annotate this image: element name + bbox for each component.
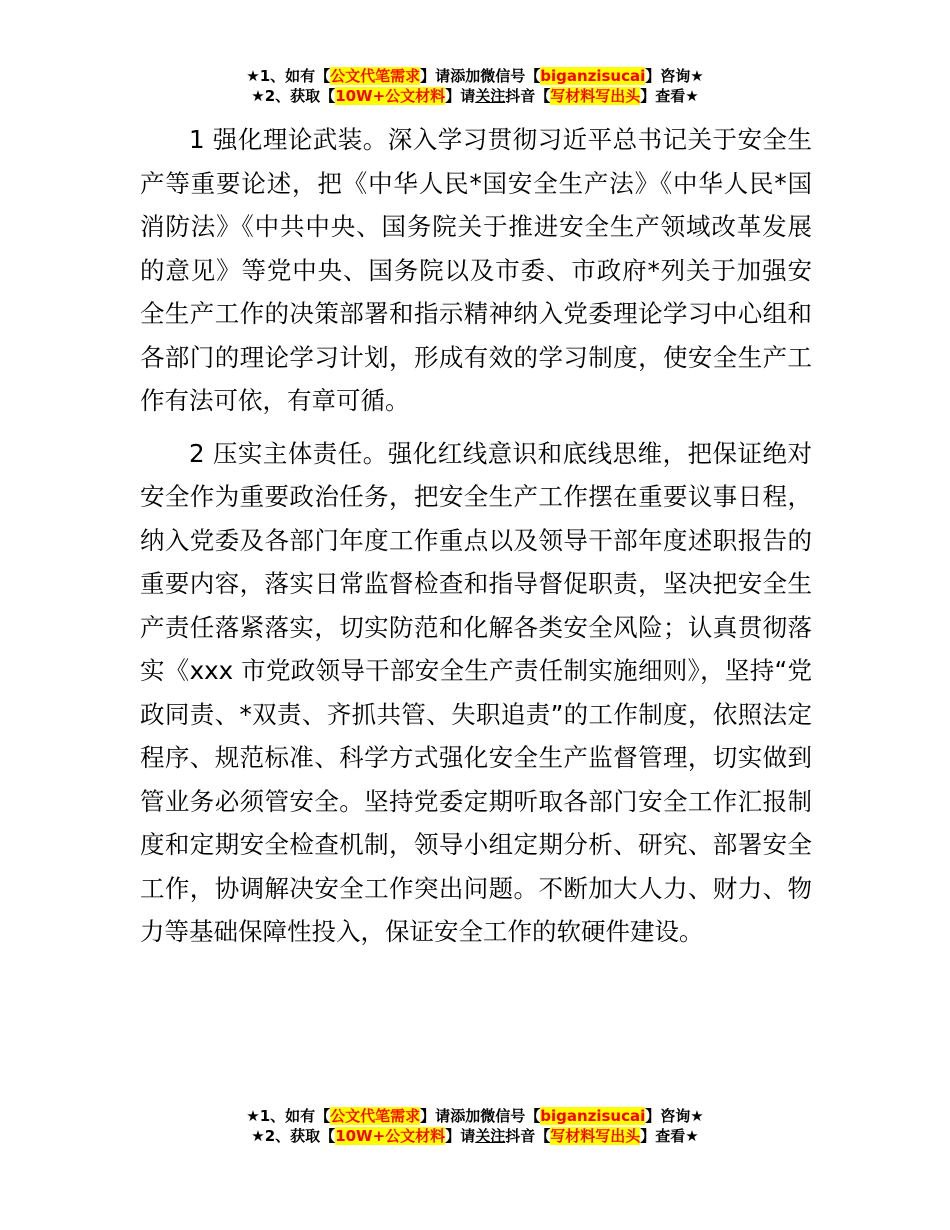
footer-banner xyxy=(0,1106,950,1146)
highlight-douyin-account: 写材料写出头 xyxy=(550,87,641,105)
highlight-service: 公文代笔需求 xyxy=(330,67,421,85)
highlight-wechat-id: biganzisucai xyxy=(540,1107,646,1125)
paragraph-1: 1 强化理论武装。深入学习贯彻习近平总书记关于安全生产等重要论述，把《中华人民*国安全生产法》《中华人民*国消防法》《中共中央、国务院关于推进安全生产领域改革发展的意见》等党中央、国务院以及市委、市政府*列关于加强安全生产工作的决策部署和指示精神纳入党委理论学习中心组和各部门的理论学习计划，形成有效的学习制度，使安全生产工作有法可依，有章可循。 xyxy=(140,125,812,415)
paragraph-2: 2 压实主体责任。强化红线意识和底线思维，把保证绝对安全作为重要政治任务，把安全生产工作摆在重要议事日程，纳入党委及各部门年度工作重点以及领导干部年度述职报告的重要内容，落实日常监督检查和指导督促职责，坚决把安全生产责任落紧落实，切实防范和化解各类安全风险；认真贯彻落实《xxx 市党政领导干部安全生产责任制实施细则》，坚持“党政同责、*双责、齐抓共管、失职追责”的工作制度，依照法定程序、规范标准、科学方式强化安全生产监督管理，切实做到管业务必须管安全。坚持党委定期听取各部门安全工作汇报制度和定期安全检查机制，领导小组定期分析、研究、部署安全工作，协调解决安全工作突出问题。不断加大人力、财力、物力等基础保障性投入，保证安全工作的软硬件建设。 xyxy=(140,438,812,946)
highlight-douyin-account: 写材料写出头 xyxy=(550,1127,641,1145)
highlight-service: 公文代笔需求 xyxy=(330,1107,421,1125)
header-banner-line-2: ★2、获取【10W+公文材料】请关注抖音【写材料写出头】查看★ xyxy=(251,87,699,105)
footer-banner-line-2: ★2、获取【10W+公文材料】请关注抖音【写材料写出头】查看★ xyxy=(251,1127,699,1145)
header-banner xyxy=(0,66,950,106)
footer-banner-line-1: ★1、如有【公文代笔需求】请添加微信号【biganzisucai】咨询★ xyxy=(246,1107,704,1125)
highlight-materials: 10W+公文材料 xyxy=(335,87,446,105)
document-body xyxy=(140,118,812,963)
header-banner-line-1: ★1、如有【公文代笔需求】请添加微信号【biganzisucai】咨询★ xyxy=(246,67,704,85)
highlight-materials: 10W+公文材料 xyxy=(335,1127,446,1145)
highlight-wechat-id: biganzisucai xyxy=(540,67,646,85)
